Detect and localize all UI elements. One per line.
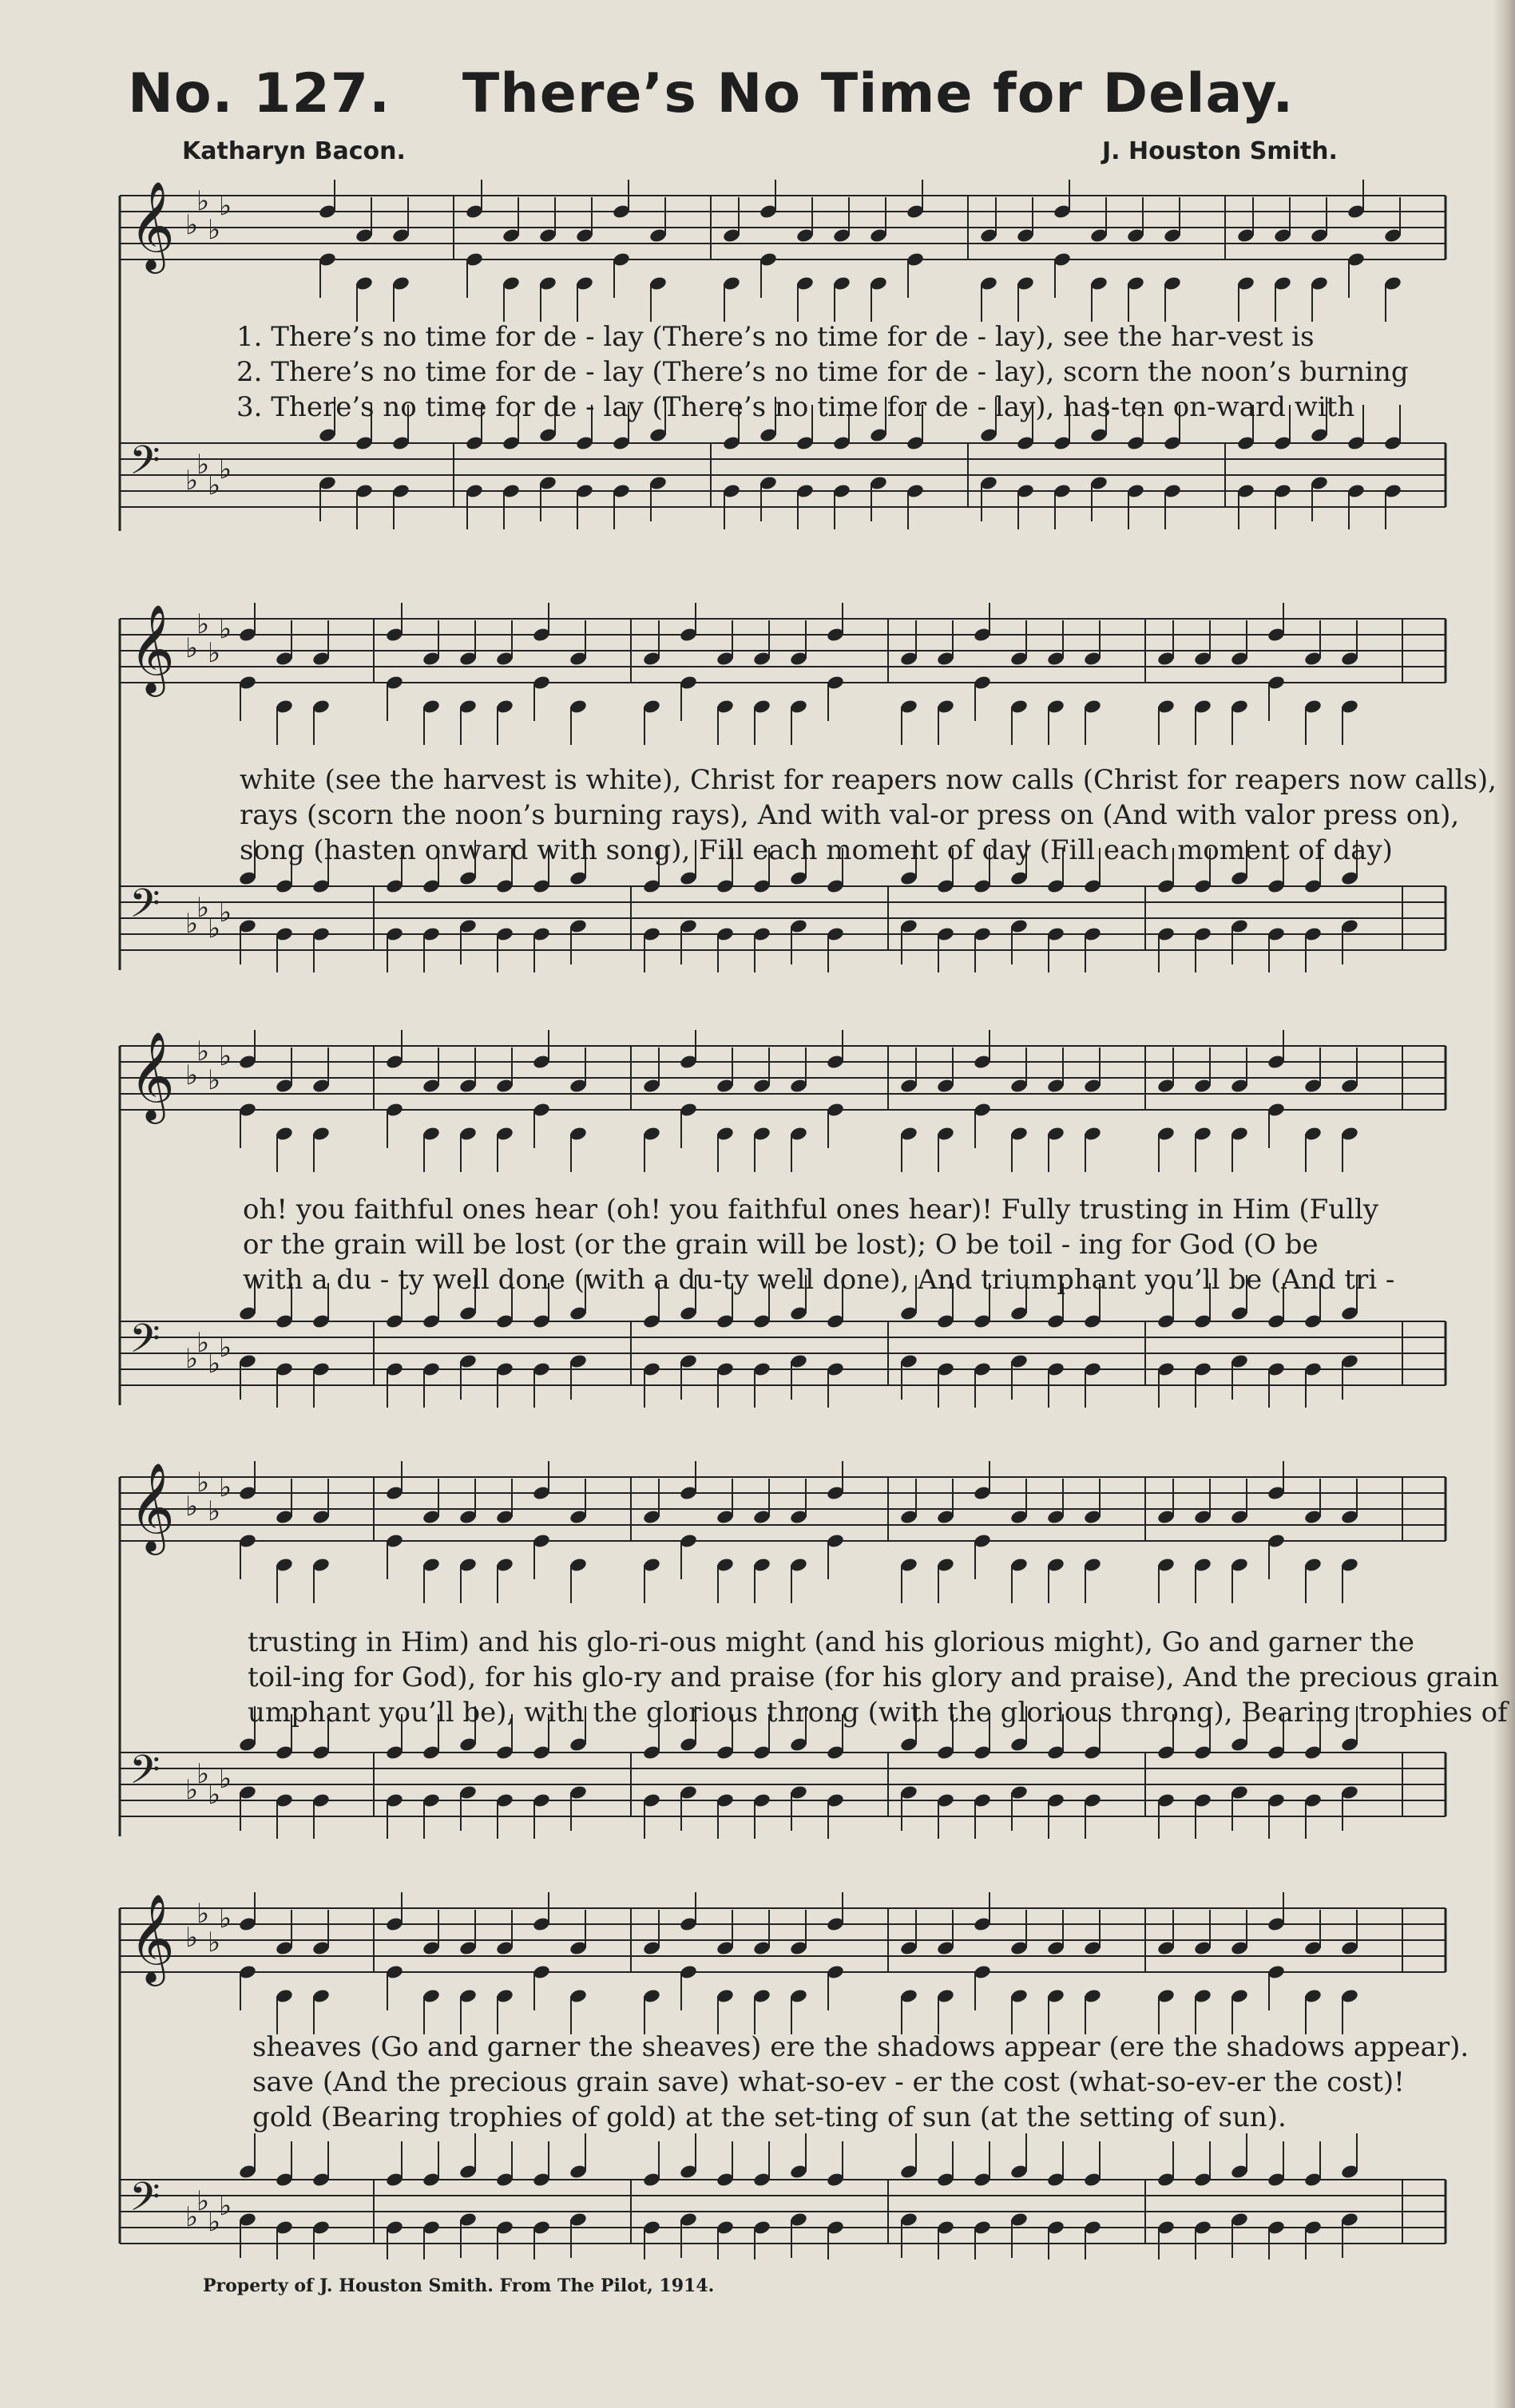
flat-icon: ♭ <box>208 214 221 246</box>
copyright-footer: Property of J. Houston Smith. From The Pilot, 1914. <box>203 2275 715 2296</box>
flat-icon: ♭ <box>185 1059 199 1091</box>
flat-icon: ♭ <box>219 1763 232 1795</box>
flat-icon: ♭ <box>196 1327 210 1359</box>
lyric-line-verse-3: song (hasten onward with song), Fill each moment of day (Fill each moment of day) <box>240 834 1393 866</box>
hymn-number: No. 127. <box>128 62 391 125</box>
flat-icon: ♭ <box>196 1467 210 1499</box>
treble-staff <box>120 1892 1446 2034</box>
flat-icon: ♭ <box>196 1036 210 1067</box>
treble-clef-icon: 𝄞 <box>129 604 175 693</box>
lyric-line-verse-2: save (And the precious grain save) what-so-ev - er the cost (what-so-ev-er the cost)! <box>252 2066 1405 2098</box>
lyric-line-verse-1: white (see the harvest is white), Christ for reapers now calls (Christ for reapers now calls), <box>240 764 1497 796</box>
bass-clef-icon: 𝄢 <box>129 1747 161 1803</box>
flat-icon: ♭ <box>219 190 232 222</box>
flat-icon: ♭ <box>219 897 232 929</box>
lyric-line-verse-2: or the grain will be lost (or the grain will be lost); O be toil - ing for God (O be <box>243 1229 1319 1261</box>
lyrics-block-1 <box>236 319 1515 425</box>
treble-clef-icon: 𝄞 <box>129 1031 175 1120</box>
bass-staff <box>120 2133 1446 2259</box>
lyric-line-verse-2: toil-ing for God), for his glo-ry and praise (for his glory and praise), And the precious grain <box>248 1661 1499 1693</box>
lyric-line-verse-1: sheaves (Go and garner the sheaves) ere the shadows appear (ere the shadows appear). <box>252 2031 1469 2063</box>
flat-icon: ♭ <box>185 2201 199 2233</box>
bass-clef-icon: 𝄢 <box>129 1316 161 1372</box>
treble-staff <box>120 1461 1446 1603</box>
flat-icon: ♭ <box>208 1779 221 1811</box>
flat-icon: ♭ <box>208 2206 221 2238</box>
flat-icon: ♭ <box>185 1774 199 1806</box>
flat-icon: ♭ <box>185 1491 199 1523</box>
flat-icon: ♭ <box>219 1471 232 1503</box>
flat-icon: ♭ <box>185 1922 199 1954</box>
flat-icon: ♭ <box>185 1343 199 1375</box>
bass-clef-icon: 𝄢 <box>129 881 161 937</box>
lyric-line-verse-1: oh! you faithful ones hear (oh! you faithful ones hear)! Fully trusting in Him (Fully <box>243 1194 1379 1226</box>
flat-icon: ♭ <box>196 1758 210 1790</box>
treble-staff <box>120 1030 1446 1172</box>
lyrics-block-5 <box>252 2030 1515 2135</box>
flat-icon: ♭ <box>185 908 199 940</box>
flat-icon: ♭ <box>219 2190 232 2222</box>
lyrics-block-2 <box>240 762 1515 868</box>
flat-icon: ♭ <box>208 1495 221 1527</box>
flat-icon: ♭ <box>196 2185 210 2217</box>
flat-icon: ♭ <box>196 185 210 217</box>
lyrics-block-3 <box>243 1192 1515 1297</box>
lyric-line-verse-3: with a du - ty well done (with a du-ty well done), And triumphant you’ll be (And tri - <box>243 1264 1395 1296</box>
lyric-line-verse-2: rays (scorn the noon’s burning rays), And with val-or press on (And with valor press on), <box>240 799 1460 831</box>
flat-icon: ♭ <box>219 1040 232 1072</box>
treble-staff <box>120 180 1446 322</box>
treble-staff <box>120 603 1446 745</box>
lyric-line-verse-2: 2. There’s no time for de - lay (There’s no time for de - lay), scorn the noon’s burning <box>236 356 1409 388</box>
composer-credit: J. Houston Smith. <box>1102 137 1338 165</box>
flat-icon: ♭ <box>219 613 232 645</box>
flat-icon: ♭ <box>196 449 210 481</box>
flat-icon: ♭ <box>208 1927 221 1958</box>
lyric-line-verse-3: 3. There’s no time for de - lay (There’s no time for de - lay), has-ten on-ward with <box>236 391 1355 423</box>
flat-icon: ♭ <box>219 453 232 485</box>
flat-icon: ♭ <box>219 1903 232 1935</box>
flat-icon: ♭ <box>196 892 210 924</box>
bass-clef-icon: 𝄢 <box>129 438 161 493</box>
hymn-title: There’s No Time for Delay. <box>462 62 1295 125</box>
flat-icon: ♭ <box>196 608 210 640</box>
flat-icon: ♭ <box>208 1348 221 1380</box>
lyrics-block-4 <box>248 1625 1515 1730</box>
lyric-line-verse-3: umphant you’ll be), with the glorious throng (with the glorious throng), Bearing trophies of <box>248 1697 1508 1729</box>
flat-icon: ♭ <box>185 465 199 497</box>
flat-icon: ♭ <box>208 1064 221 1096</box>
lyric-line-verse-1: 1. There’s no time for de - lay (There’s no time for de - lay), see the har-vest is <box>236 321 1315 353</box>
lyricist-credit: Katharyn Bacon. <box>182 137 406 165</box>
flat-icon: ♭ <box>219 1332 232 1364</box>
lyric-line-verse-1: trusting in Him) and his glo-ri-ous might (and his glorious might), Go and garner the <box>248 1626 1414 1658</box>
flat-icon: ♭ <box>208 637 221 669</box>
flat-icon: ♭ <box>185 632 199 664</box>
flat-icon: ♭ <box>208 469 221 501</box>
treble-clef-icon: 𝄞 <box>129 1462 175 1551</box>
lyric-line-verse-3: gold (Bearing trophies of gold) at the set-ting of sun (at the setting of sun). <box>252 2101 1287 2133</box>
treble-clef-icon: 𝄞 <box>129 180 175 270</box>
flat-icon: ♭ <box>185 209 199 241</box>
treble-clef-icon: 𝄞 <box>129 1893 175 1982</box>
bass-clef-icon: 𝄢 <box>129 2174 161 2230</box>
flat-icon: ♭ <box>208 913 221 945</box>
flat-icon: ♭ <box>196 1898 210 1930</box>
hymn-title-line <box>128 62 1406 125</box>
